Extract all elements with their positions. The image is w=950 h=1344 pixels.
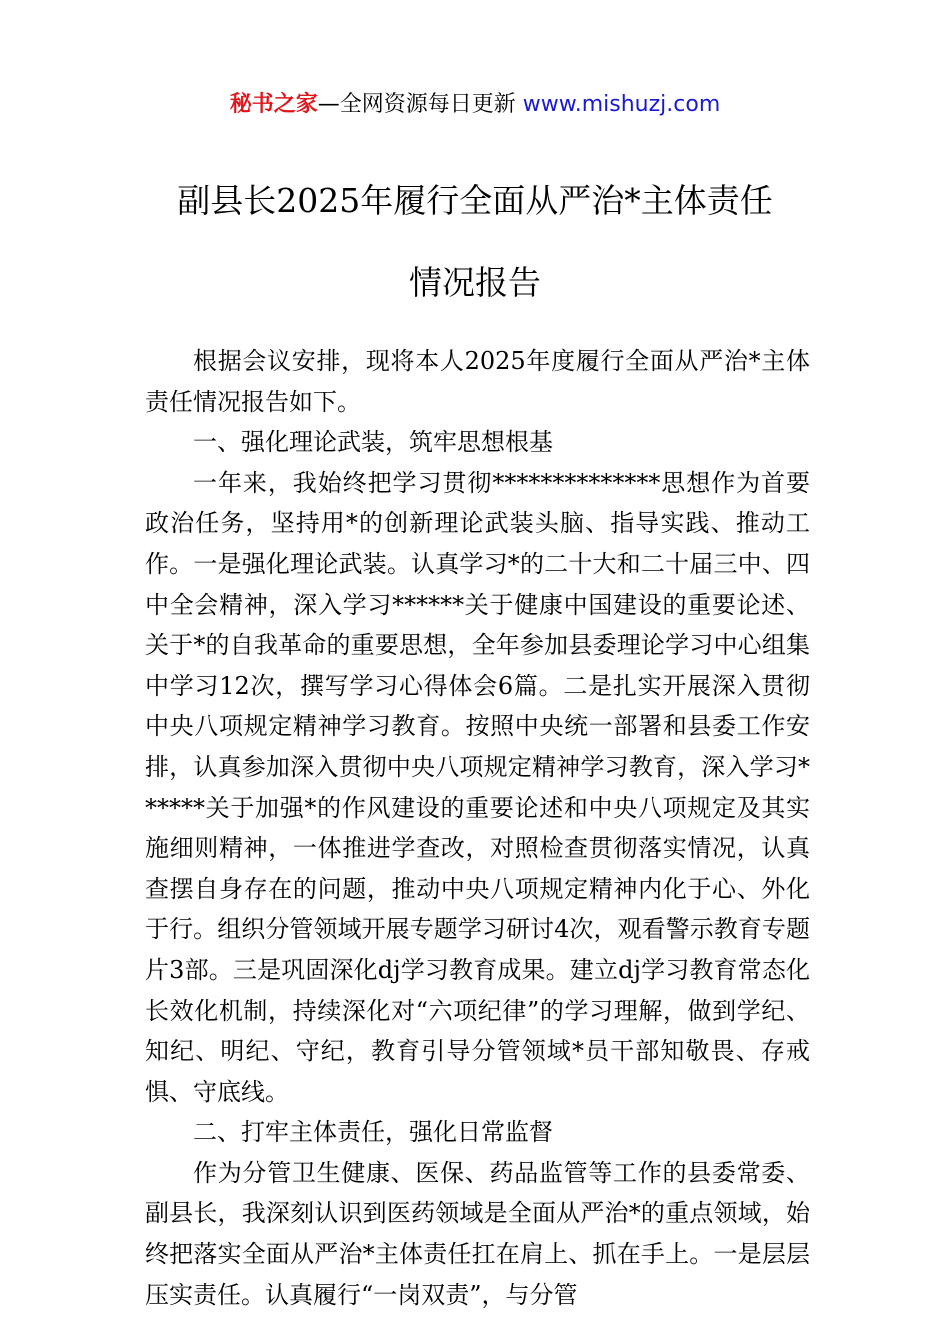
intro-paragraph: 根据会议安排，现将本人2025年度履行全面从严治*主体责任情况报告如下。 — [145, 347, 810, 416]
site-slogan: —全网资源每日更新 — [317, 92, 523, 117]
document-title — [110, 160, 840, 324]
site-header — [0, 88, 950, 122]
section-heading-2: 二、打牢主体责任，强化日常监督 — [193, 1118, 553, 1147]
document-body — [145, 341, 810, 1315]
title-line-2: 情况报告 — [409, 263, 541, 302]
site-url-link[interactable]: www.mishuzj.com — [522, 92, 721, 117]
body-paragraph: 一年来，我始终把学习贯彻**************思想作为首要政治任务，坚持用*的创新理论武装头脑、指导实践、推动工作。一是强化理论武装。认真学习*的二十大和二十届三中、四中全会精神，深入学习******关于健康中国建设的重要论述、关于*的自我革命的重要思想，全年参加县委理论学习中心组集中学习12次，撰写学习心得体会6篇。二是扎实开展深入贯彻中央八项规定精神学习教育。按照中央统一部署和县委工作安排，认真参加深入贯彻中央八项规定精神学习教育，深入学习******关于加强*的作风建设的重要论述和中央八项规定及其实施细则精神，一体推进学查改，对照检查贯彻落实情况，认真查摆自身存在的问题，推动中央八项规定精神内化于心、外化于行。组织分管领域开展专题学习研讨4次，观看警示教育专题片3部。三是巩固深化dj学习教育成果。建立dj学习教育常态化长效化机制，持续深化对“六项纪律”的学习理解，做到学纪、知纪、明纪、守纪，教育引导分管领域*员干部知敬畏、存戒惧、守底线。 — [145, 468, 810, 1106]
section-heading-1: 一、强化理论武装，筑牢思想根基 — [193, 428, 553, 457]
site-name: 秘书之家 — [229, 92, 318, 117]
body-paragraph: 作为分管卫生健康、医保、药品监管等工作的县委常委、副县长，我深刻认识到医药领域是全面从严治*的重点领域，始终把落实全面从严治*主体责任扛在肩上、抓在手上。一是层层压实责任。认真履行“一岗双责”，与分管 — [145, 1158, 810, 1309]
title-line-1: 副县长2025年履行全面从严治*主体责任 — [177, 181, 773, 220]
